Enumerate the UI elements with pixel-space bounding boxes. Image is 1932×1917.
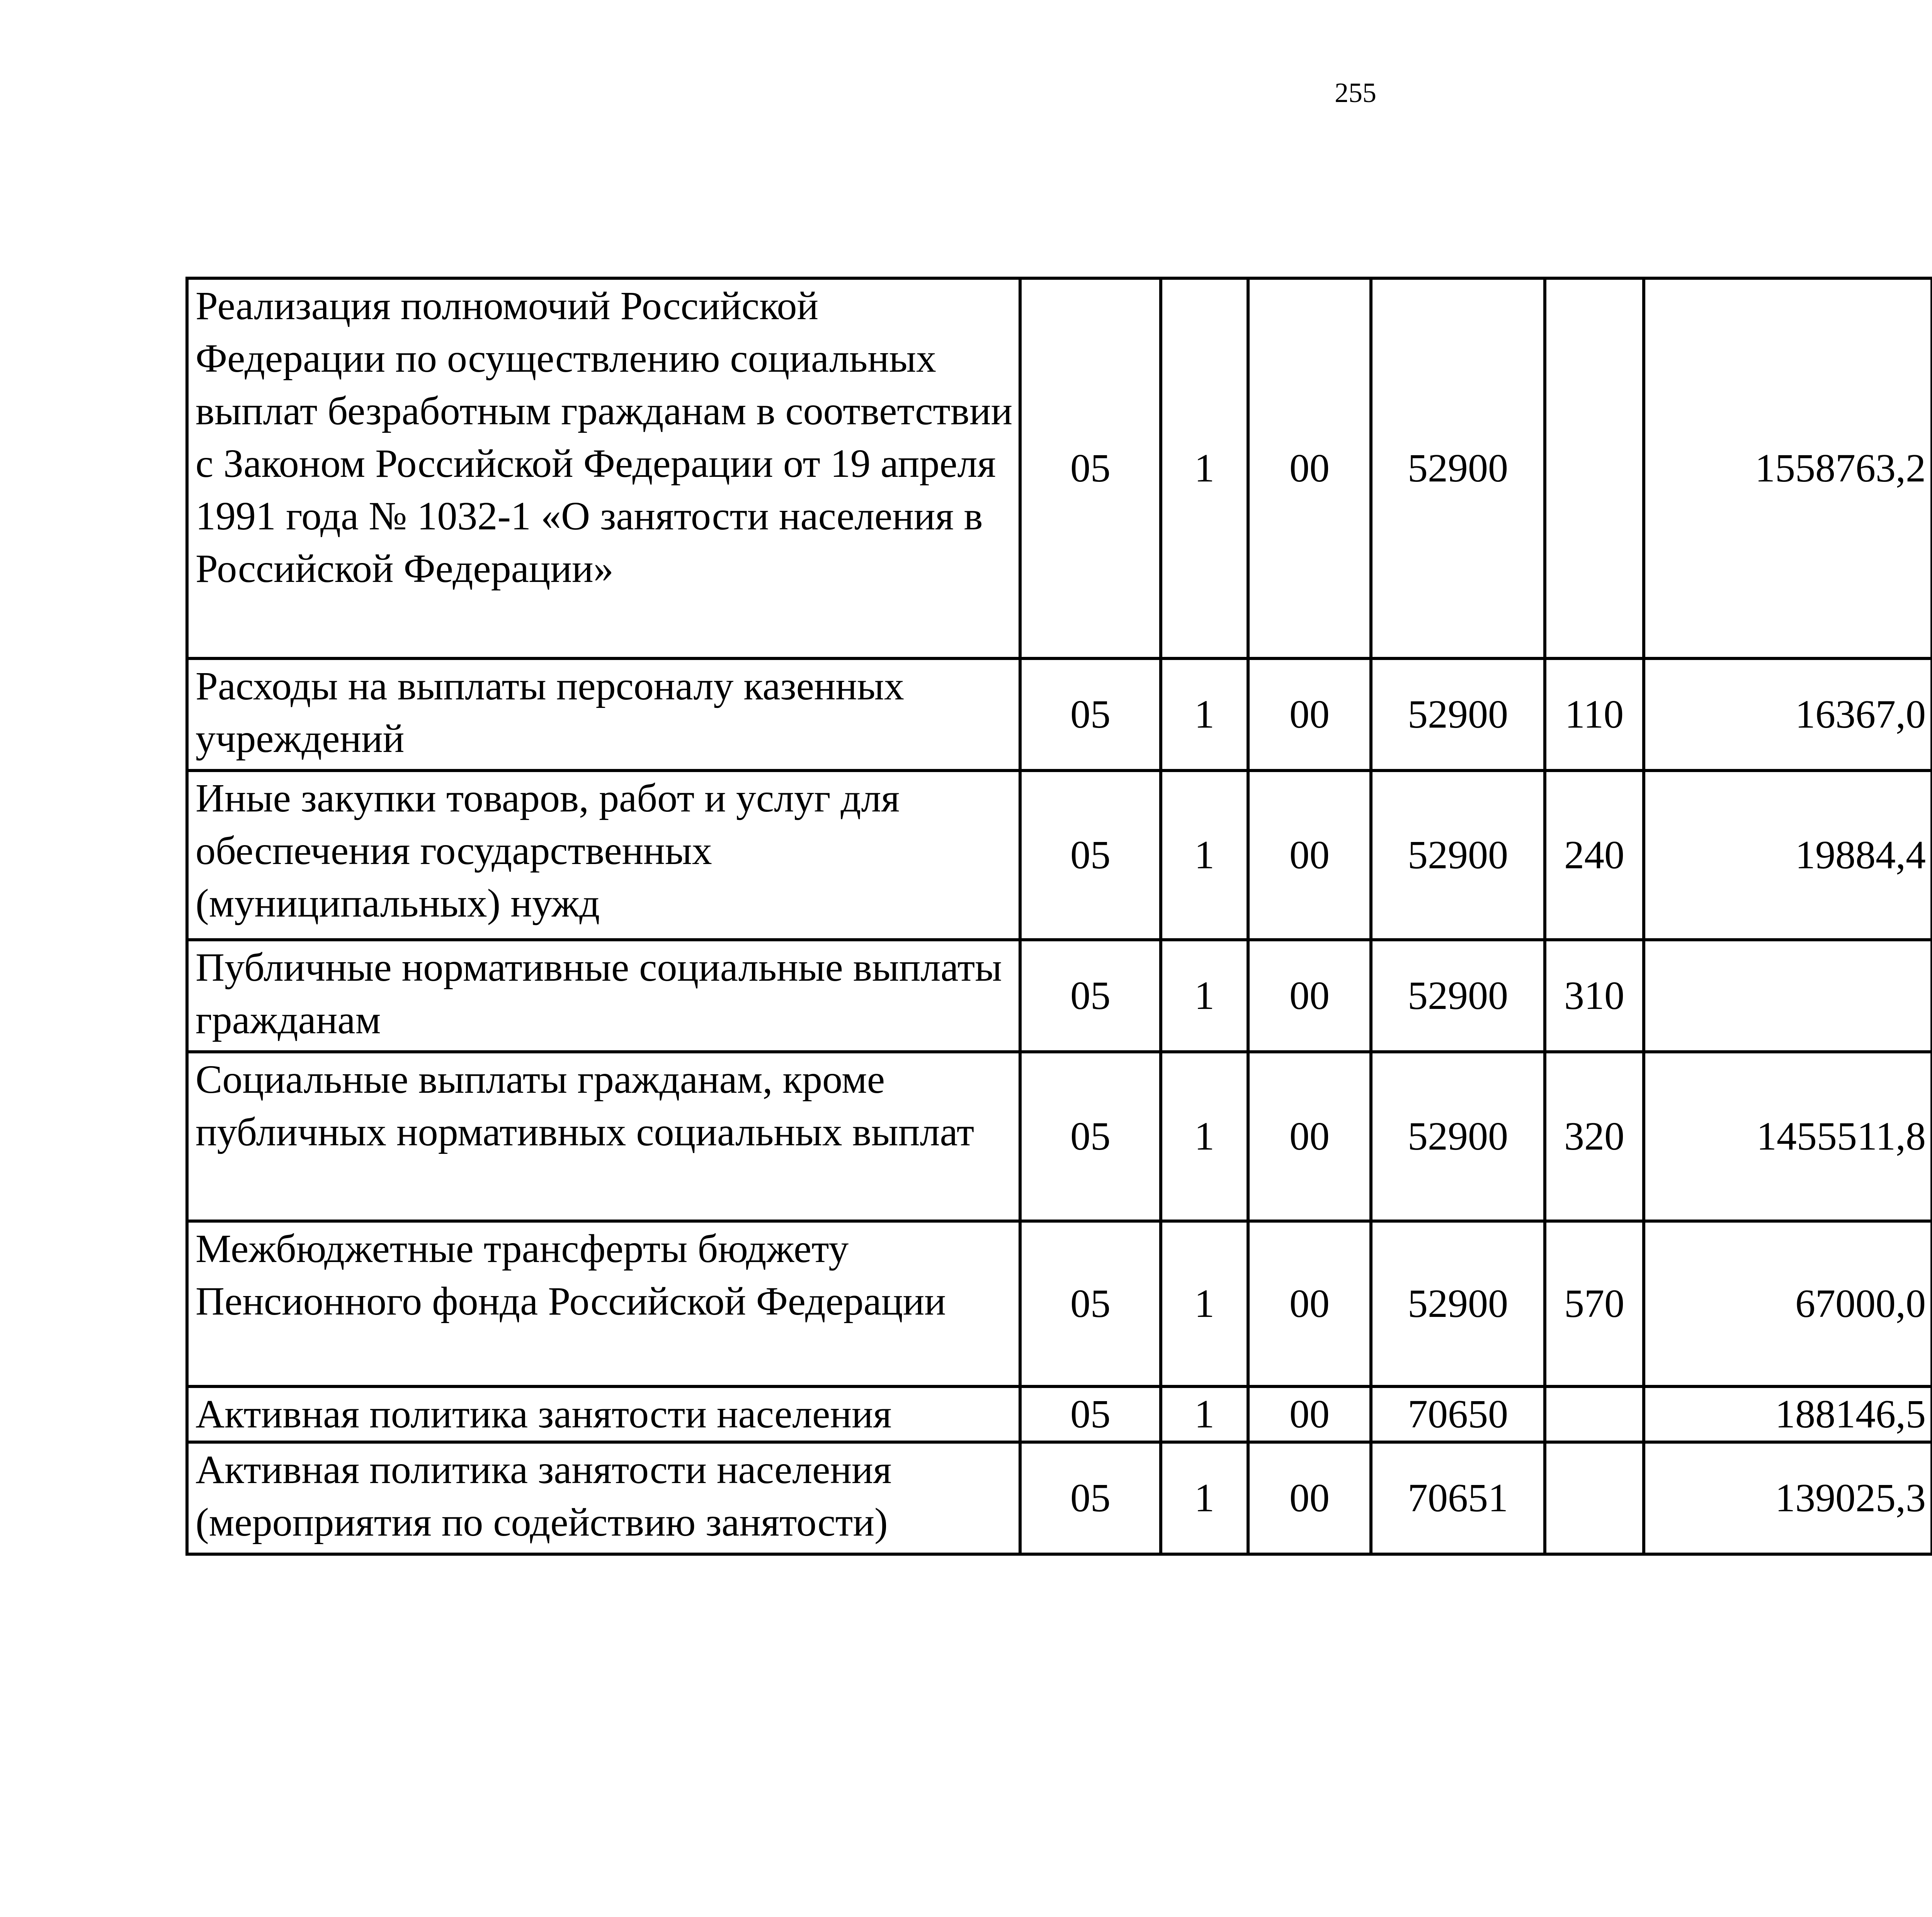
amount-1: 1558763,2: [1644, 278, 1932, 658]
subprogram-code: 00: [1248, 1221, 1371, 1386]
subprogram-code: 00: [1248, 1442, 1371, 1554]
subprogram-code: 00: [1248, 1052, 1371, 1221]
budget-table: [185, 277, 1932, 1556]
row-name: Активная политика занятости населения: [187, 1386, 1020, 1442]
table-row: [187, 1442, 1932, 1554]
amount-1: 139025,3: [1644, 1442, 1932, 1554]
row-name: Реализация полномочий Российской Федерации по осуществлению социальных выплат безработным гражданам в соответствии с Законом Российской Федерации от 19 апреля 1991 года № 1032-1 «О занятости населения в Российской Федерации»: [187, 278, 1020, 658]
expense-type-code: 110: [1545, 658, 1644, 771]
amount-1: 67000,0: [1644, 1221, 1932, 1386]
section-code: 05: [1020, 1386, 1161, 1442]
section-code: 05: [1020, 278, 1161, 658]
subprogram-code: 00: [1248, 278, 1371, 658]
section-code: 05: [1020, 1442, 1161, 1554]
direction-code: 52900: [1371, 1221, 1545, 1386]
page-number: 255: [1335, 77, 1376, 108]
direction-code: 52900: [1371, 940, 1545, 1052]
expense-type-code: 240: [1545, 771, 1644, 940]
direction-code: 52900: [1371, 278, 1545, 658]
table-row: [187, 940, 1932, 1052]
subprogram-code: 00: [1248, 940, 1371, 1052]
row-name: Межбюджетные трансферты бюджету Пенсионного фонда Российской Федерации: [187, 1221, 1020, 1386]
program-code: 1: [1161, 771, 1248, 940]
row-name: Публичные нормативные социальные выплаты гражданам: [187, 940, 1020, 1052]
expense-type-code: [1545, 1386, 1644, 1442]
program-code: 1: [1161, 1052, 1248, 1221]
program-code: 1: [1161, 940, 1248, 1052]
expense-type-code: [1545, 278, 1644, 658]
table-row: [187, 1052, 1932, 1221]
row-name: Социальные выплаты гражданам, кроме публичных нормативных социальных выплат: [187, 1052, 1020, 1221]
section-code: 05: [1020, 1052, 1161, 1221]
amount-1: 1455511,8: [1644, 1052, 1932, 1221]
amount-1: [1644, 940, 1932, 1052]
section-code: 05: [1020, 771, 1161, 940]
table-row: [187, 1386, 1932, 1442]
program-code: 1: [1161, 278, 1248, 658]
row-name: Расходы на выплаты персоналу казенных учреждений: [187, 658, 1020, 771]
amount-1: 19884,4: [1644, 771, 1932, 940]
table-row: [187, 771, 1932, 940]
direction-code: 70651: [1371, 1442, 1545, 1554]
direction-code: 70650: [1371, 1386, 1545, 1442]
program-code: 1: [1161, 1221, 1248, 1386]
amount-1: 16367,0: [1644, 658, 1932, 771]
table-row: [187, 658, 1932, 771]
direction-code: 52900: [1371, 658, 1545, 771]
section-code: 05: [1020, 1221, 1161, 1386]
table-row: [187, 278, 1932, 658]
section-code: 05: [1020, 658, 1161, 771]
program-code: 1: [1161, 1442, 1248, 1554]
section-code: 05: [1020, 940, 1161, 1052]
program-code: 1: [1161, 658, 1248, 771]
expense-type-code: 320: [1545, 1052, 1644, 1221]
direction-code: 52900: [1371, 1052, 1545, 1221]
amount-1: 188146,5: [1644, 1386, 1932, 1442]
subprogram-code: 00: [1248, 1386, 1371, 1442]
row-name: Активная политика занятости населения (мероприятия по содействию занятости): [187, 1442, 1020, 1554]
expense-type-code: [1545, 1442, 1644, 1554]
table-row: [187, 1221, 1932, 1386]
subprogram-code: 00: [1248, 658, 1371, 771]
expense-type-code: 570: [1545, 1221, 1644, 1386]
subprogram-code: 00: [1248, 771, 1371, 940]
program-code: 1: [1161, 1386, 1248, 1442]
expense-type-code: 310: [1545, 940, 1644, 1052]
row-name: Иные закупки товаров, работ и услуг для обеспечения государственных (муниципальных) нужд: [187, 771, 1020, 940]
direction-code: 52900: [1371, 771, 1545, 940]
